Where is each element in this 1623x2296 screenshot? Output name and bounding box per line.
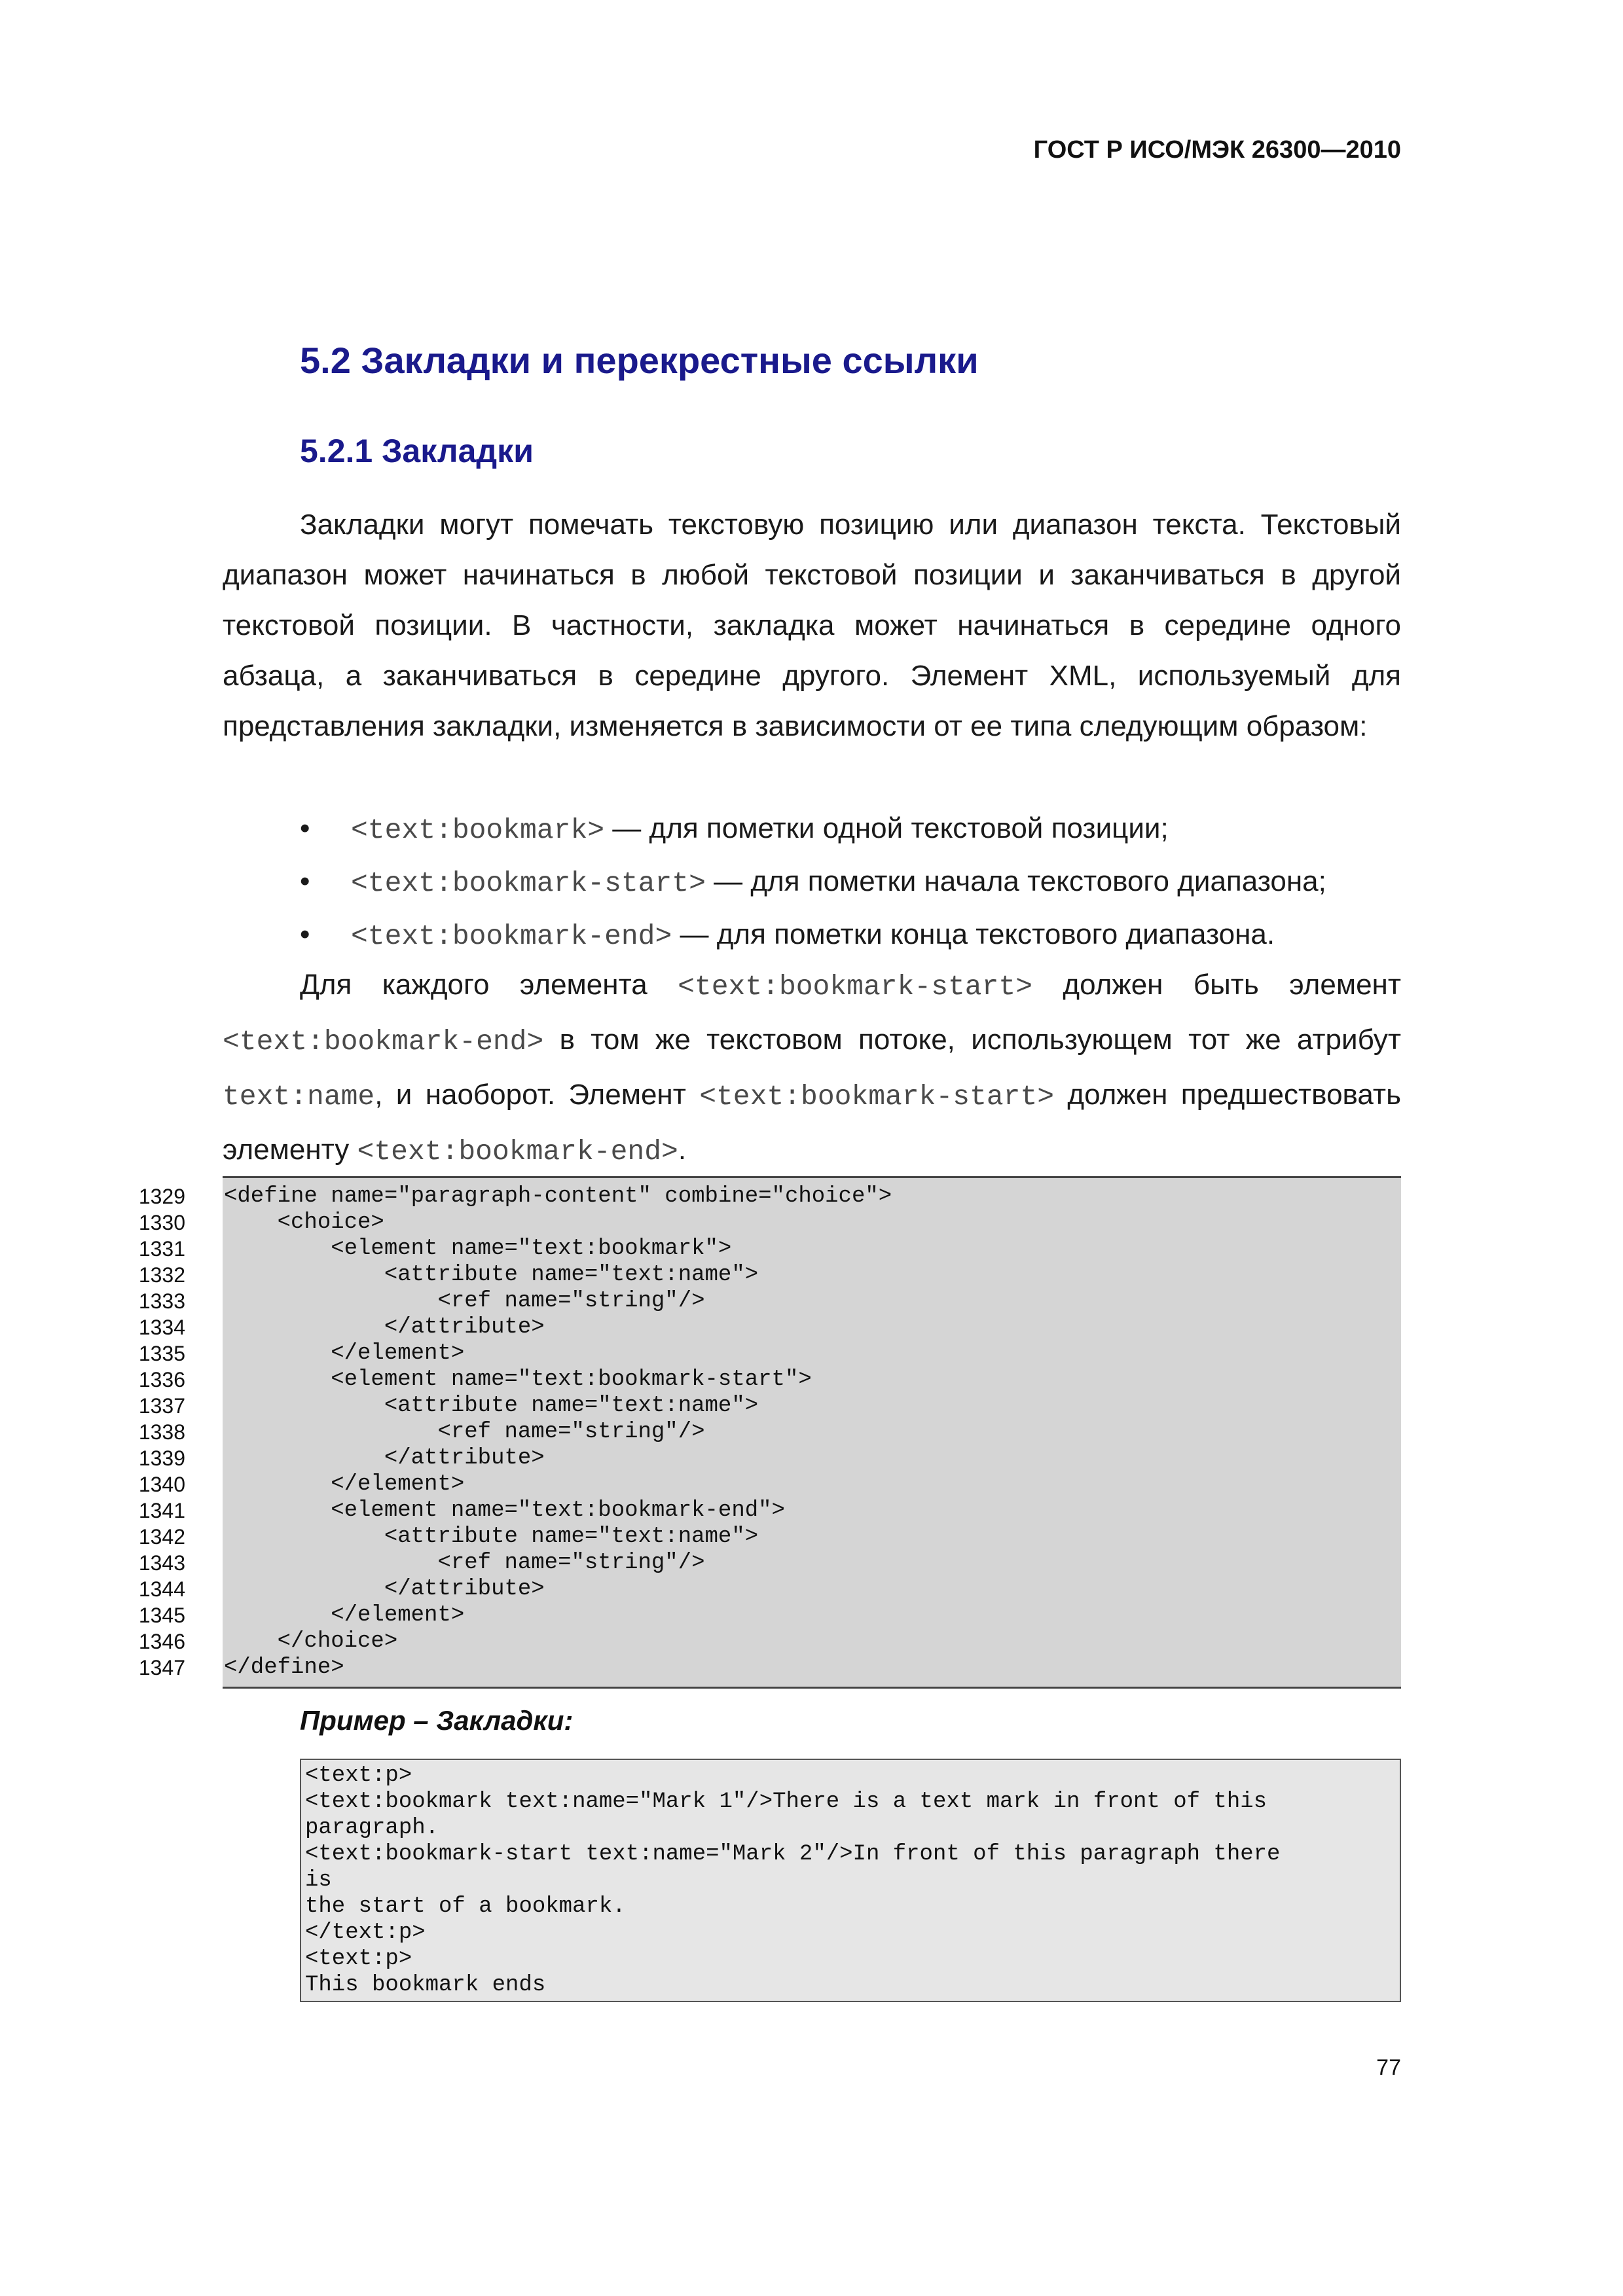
bullet-marker: • [300, 918, 310, 950]
list-item [300, 802, 1413, 855]
example-line: </text:p> [305, 1920, 426, 1945]
inline-code: <text:bookmark-end> [357, 1136, 678, 1168]
code-line: <ref name="string"/> [224, 1289, 705, 1314]
inline-code: <text:bookmark-end> [223, 1026, 544, 1058]
example-code-block [300, 1759, 1401, 2002]
line-number: 1335 [138, 1342, 185, 1365]
code-line: <attribute name="text:name"> [224, 1524, 759, 1549]
code-line: <ref name="string"/> [224, 1420, 705, 1444]
code-line: </element> [224, 1472, 465, 1497]
inline-code: <text:bookmark-start> [699, 1081, 1055, 1113]
list-item [300, 908, 1413, 961]
example-line: paragraph. [305, 1816, 439, 1840]
example-caption: Пример – Закладки: [300, 1705, 574, 1736]
code-line: </element> [224, 1341, 465, 1366]
line-number: 1339 [138, 1446, 185, 1470]
example-line: <text:p> [305, 1763, 412, 1788]
code-line: <attribute name="text:name"> [224, 1393, 759, 1418]
bullet-code: <text:bookmark-end> [351, 920, 672, 952]
line-number: 1340 [138, 1473, 185, 1496]
bullet-marker: • [300, 812, 310, 844]
intro-text: Закладки могут помечать текстовую позицию или диапазон текста. Текстовый диапазон может начинаться в любой текстовой позиции и заканчиваться в другой текстовой позиции. В частности, закладка может начинаться в середине одного абзаца, а заканчиваться в середине другого. Элемент XML, используемый для представления закладки, изменяется в зависимости от ее типа следующим образом: [223, 509, 1401, 742]
bullet-text: — для пометки конца текстового диапазона. [672, 918, 1275, 950]
para-text: в том же текстовом потоке, использующем тот же атрибут [543, 1024, 1401, 1056]
list-item [300, 855, 1413, 908]
line-number: 1334 [138, 1316, 185, 1339]
example-line: <text:p> [305, 1946, 412, 1971]
code-line: </define> [224, 1655, 344, 1680]
line-number: 1332 [138, 1263, 185, 1287]
code-line: <element name="text:bookmark-start"> [224, 1367, 812, 1392]
code-line-numbers [133, 1183, 185, 1681]
line-number: 1336 [138, 1368, 185, 1391]
subsection-heading: 5.2.1 Закладки [300, 433, 534, 469]
code-line: </element> [224, 1603, 465, 1628]
example-line: the start of a bookmark. [305, 1894, 626, 1919]
line-number: 1329 [138, 1185, 185, 1208]
example-line: This bookmark ends [305, 1973, 546, 1998]
para-text: . [678, 1134, 687, 1166]
line-number: 1341 [138, 1499, 185, 1522]
intro-paragraph [223, 499, 1401, 751]
rng-code-listing [223, 1176, 1401, 1689]
inline-code: <text:bookmark-start> [678, 971, 1033, 1003]
pairing-rule-paragraph [223, 958, 1401, 1178]
para-text: должен быть элемент [1032, 969, 1401, 1001]
line-number: 1345 [138, 1604, 185, 1627]
para-text: должен предшествовать элементу [223, 1079, 1401, 1166]
code-line: <define name="paragraph-content" combine="choice"> [224, 1184, 892, 1209]
inline-code: text:name [223, 1081, 375, 1113]
code-line: <element name="text:bookmark"> [224, 1236, 732, 1261]
code-line: </attribute> [224, 1577, 545, 1602]
code-line: <choice> [224, 1210, 384, 1235]
para-text: Для каждого элемента [300, 969, 678, 1001]
example-line: <text:bookmark text:name="Mark 1"/>There is a text mark in front of this [305, 1789, 1267, 1814]
bullet-code: <text:bookmark-start> [351, 867, 706, 899]
line-number: 1338 [138, 1420, 185, 1444]
line-number: 1344 [138, 1577, 185, 1601]
example-line: <text:bookmark-start text:name="Mark 2"/>In front of this paragraph there [305, 1842, 1281, 1867]
line-number: 1331 [138, 1237, 185, 1261]
example-line: is [305, 1868, 332, 1893]
line-number: 1346 [138, 1630, 185, 1653]
code-line: </choice> [224, 1629, 398, 1654]
document-header: ГОСТ Р ИСО/МЭК 26300—2010 [1033, 136, 1401, 164]
section-heading: 5.2 Закладки и перекрестные ссылки [300, 340, 979, 381]
bullet-text: — для пометки начала текстового диапазона; [705, 865, 1326, 897]
code-line: <ref name="string"/> [224, 1551, 705, 1575]
line-number: 1330 [138, 1211, 185, 1234]
code-line: <element name="text:bookmark-end"> [224, 1498, 785, 1523]
code-line: <attribute name="text:name"> [224, 1263, 759, 1287]
line-number: 1347 [138, 1656, 185, 1679]
bullet-list [300, 802, 1413, 961]
line-number: 1343 [138, 1551, 185, 1575]
code-line: </attribute> [224, 1315, 545, 1340]
bullet-text: — для пометки одной текстовой позиции; [604, 812, 1169, 844]
line-number: 1342 [138, 1525, 185, 1549]
bullet-marker: • [300, 865, 310, 897]
bullet-code: <text:bookmark> [351, 814, 605, 846]
para-text: , и наоборот. Элемент [374, 1079, 700, 1111]
page-number: 77 [1376, 2055, 1401, 2080]
line-number: 1337 [138, 1394, 185, 1418]
line-number: 1333 [138, 1289, 185, 1313]
code-line: </attribute> [224, 1446, 545, 1471]
